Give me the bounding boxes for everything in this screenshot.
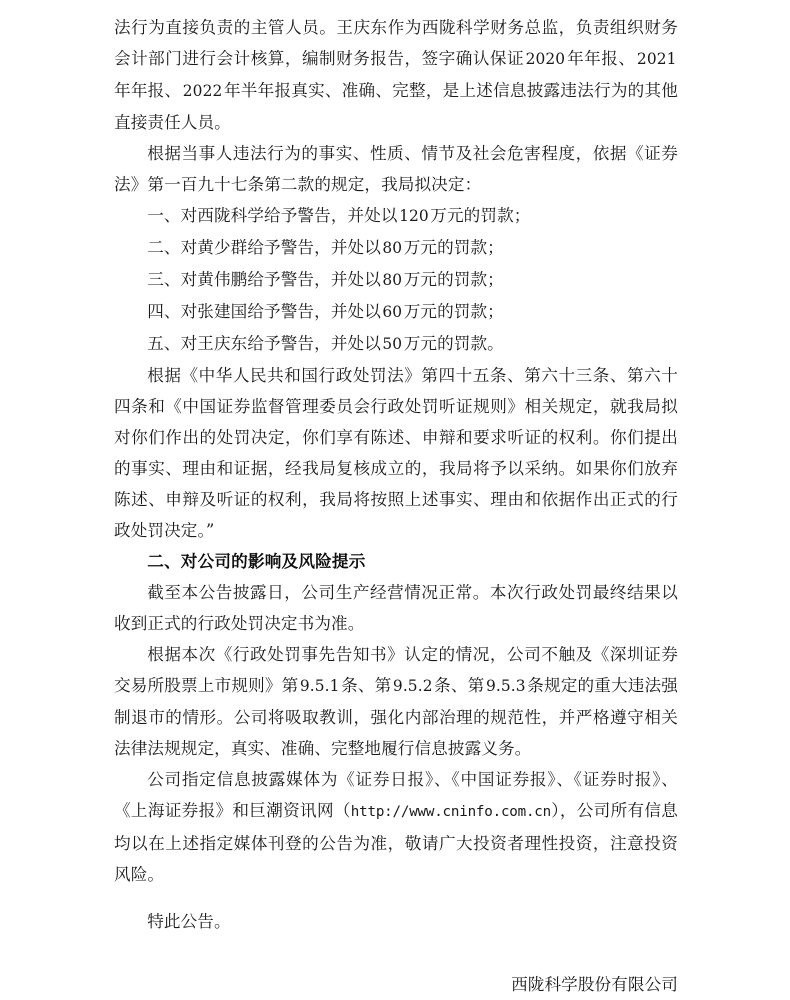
penalty-suffix: 万元的罚款。 — [403, 334, 504, 353]
paragraph-decision-basis: 根据当事人违法行为的事实、性质、情节及社会危害程度，依据《证券法》第一百九十七条第二款的规定，我局拟决定： — [114, 144, 678, 194]
penalty-amount: 60 — [382, 303, 403, 321]
penalty-suffix: 万元的罚款； — [403, 302, 504, 321]
penalty-suffix: 万元的罚款； — [430, 206, 531, 225]
penalty-index: 三、 — [147, 270, 181, 289]
spacer — [114, 937, 678, 969]
paragraph-no-delisting — [114, 639, 678, 764]
document-text-column — [114, 12, 678, 1000]
text-run: 条、第 — [434, 676, 485, 695]
penalty-item-5 — [114, 328, 678, 360]
text-run: 年半年报真实、准确、完整，是上述信息披露违法行为的其他直接责任人员。 — [114, 81, 678, 132]
paragraph-responsible-persons — [114, 12, 678, 138]
paragraph-closing: 特此公告。 — [147, 912, 231, 931]
paragraph-rights-notice: 根据《中华人民共和国行政处罚法》第四十五条、第六十三条、第六十四条和《中国证券监督管理委员会行政处罚听证规则》相关规定，就我局拟对你们作出的处罚决定，你们享有陈述、申辩和要求听证的权利。你们提出的事实、理由和证据，经我局复核成立的，我局将予以采纳。如果你们放弃陈述、申辩及听证的权利，我局将按照上述事实、理由和依据作出正式的行政处罚决定。” — [114, 366, 678, 540]
penalty-text: 对西陇科学给予警告，并处以 — [180, 206, 398, 225]
penalty-suffix: 万元的罚款； — [403, 270, 504, 289]
paragraph-disclosure-media — [114, 764, 678, 890]
paragraph-operations-normal: 截至本公告披露日，公司生产经营情况正常。本次行政处罚最终结果以收到正式的行政处罚决定书为准。 — [114, 583, 678, 633]
year-2021: 2021 — [636, 50, 677, 68]
rule-9-5-1: 9.5.1 — [299, 677, 340, 695]
penalty-index: 五、 — [147, 334, 181, 353]
spacer — [114, 890, 678, 906]
penalty-amount: 120 — [399, 207, 429, 225]
penalty-text: 对王庆东给予警告，并处以 — [180, 334, 381, 353]
rule-9-5-3: 9.5.3 — [485, 677, 526, 695]
penalty-amount: 80 — [382, 239, 403, 257]
penalty-item-4 — [114, 296, 678, 328]
text-run: 年年报、 — [114, 81, 182, 100]
penalty-index: 一、 — [147, 206, 181, 225]
penalty-text: 对张建国给予警告，并处以 — [180, 302, 381, 321]
penalty-text: 对黄少群给予警告，并处以 — [180, 238, 381, 257]
penalty-index: 二、 — [147, 238, 181, 257]
penalty-amount: 50 — [382, 335, 403, 353]
penalty-amount: 80 — [382, 271, 403, 289]
text-run: 公司指定信息披露媒体为《证券日报》、《中国证券报》、《证券时报》、《上海证券报》和巨潮资讯网（ — [114, 770, 678, 820]
text-run: 法行为直接负责的主管人员。王庆东作为西陇科学财务总监，负责组织财务会计部门进行会计核算，编制财务报告，签字确认保证 — [114, 18, 678, 68]
text-run: 根据本次《行政处罚事先告知书》认定的情况，公司不触及《深圳证券交易所股票上市规则》第 — [114, 645, 678, 695]
penalty-index: 四、 — [147, 302, 181, 321]
year-2022: 2022 — [182, 82, 223, 100]
penalty-item-2 — [114, 232, 678, 264]
section-heading-two: 二、对公司的影响及风险提示 — [147, 551, 366, 571]
penalty-suffix: 万元的罚款； — [403, 238, 504, 257]
cninfo-url[interactable]: http://www.cninfo.com.cn — [350, 804, 551, 820]
text-run: ），公司所有信息均以在上述指定媒体刊登的公告为准，敬请广大投资者理性投资，注意投资风险。 — [114, 801, 679, 884]
company-signature: 西陇科学股份有限公司 — [511, 975, 678, 994]
penalty-text: 对黄伟鹏给予警告，并处以 — [180, 270, 381, 289]
penalty-item-3 — [114, 264, 678, 296]
text-run: 条规定的重大违法强制退市的情形。公司将吸取教训，强化内部治理的规范性，并严格遵守相关法律法规规定，真实、准确、完整地履行信息披露义务。 — [114, 676, 678, 758]
year-2020: 2020 — [525, 50, 566, 68]
rule-9-5-2: 9.5.2 — [392, 677, 433, 695]
penalty-item-1 — [114, 200, 678, 232]
text-run: 年年报、 — [566, 49, 636, 68]
text-run: 条、第 — [341, 676, 392, 695]
